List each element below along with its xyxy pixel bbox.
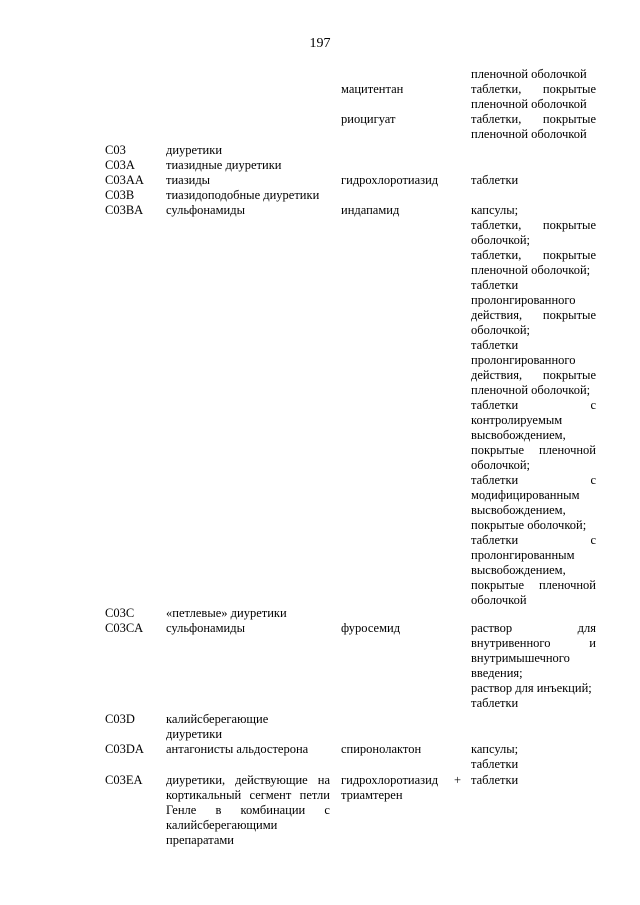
form-cell: таблетки [471,773,519,787]
atc-name: калийсберегающие [166,712,269,726]
form-cell: таблетки, покрытые [471,248,596,262]
form-cell: таблетки с [471,398,596,412]
form-cell: модифицированным [471,488,580,502]
form-cell: пленочной оболочкой [471,97,587,111]
form-cell: контролируемым [471,413,563,427]
drug-cell: триамтерен [341,788,403,802]
form-cell: оболочкой [471,593,527,607]
form-cell: пленочной оболочкой; [471,263,591,277]
form-cell: таблетки [471,696,519,710]
form-cell: таблетки, покрытые [471,218,596,232]
form-cell: пленочной оболочкой [471,67,587,81]
atc-code: C03C [105,606,135,620]
atc-code: C03AA [105,173,144,187]
form-cell: пленочной оболочкой [471,127,587,141]
atc-code: C03D [105,712,135,726]
form-cell: таблетки, покрытые [471,82,596,96]
atc-name: тиазидоподобные диуретики [166,188,320,202]
drug-cell: гидрохлоротиазид + [341,773,461,787]
atc-code: C03CA [105,621,144,635]
atc-name: сульфонамиды [166,203,245,217]
form-cell: пролонгированного [471,353,576,367]
drug-cell: фуросемид [341,621,401,635]
form-cell: покрытые оболочкой; [471,518,587,532]
drug-cell: спиронолактон [341,742,422,756]
atc-code: C03DA [105,742,144,756]
atc-name: антагонисты альдостерона [166,742,309,756]
atc-name: диуретики [166,143,223,157]
drug-cell: гидрохлоротиазид [341,173,439,187]
form-cell: внутривенного и [471,636,596,650]
form-cell: покрытые пленочной [471,443,596,457]
form-cell: высвобождением, [471,428,566,442]
page-number: 197 [309,36,331,51]
form-cell: действия, покрытые [471,308,596,322]
form-cell: капсулы; [471,203,519,217]
form-cell: раствор для [471,621,596,635]
form-cell: оболочкой; [471,458,530,472]
atc-name: диуретики, действующие на [166,773,330,787]
atc-name: Генле в комбинации с [166,803,330,817]
atc-name: препаратами [166,833,234,847]
atc-code: C03EA [105,773,143,787]
atc-code: C03BA [105,203,144,217]
form-cell: таблетки [471,338,519,352]
form-cell: таблетки [471,173,519,187]
form-cell: пленочной оболочкой; [471,383,591,397]
form-cell: высвобождением, [471,563,566,577]
form-cell: оболочкой; [471,233,530,247]
form-cell: таблетки с [471,533,596,547]
form-cell: таблетки [471,278,519,292]
form-cell: таблетки, покрытые [471,112,596,126]
atc-code: C03B [105,188,135,202]
form-cell: раствор для инъекций; [471,681,592,695]
form-cell: покрытые пленочной [471,578,596,592]
atc-name: калийсберегающими [166,818,278,832]
form-cell: пролонгированным [471,548,575,562]
atc-code: C03A [105,158,135,172]
atc-name: тиазиды [166,173,211,187]
atc-name: диуретики [166,727,223,741]
form-cell: таблетки [471,757,519,771]
drug-cell: риоцигуат [341,112,396,126]
drug-cell: мацитентан [341,82,404,96]
atc-name: «петлевые» диуретики [166,606,287,620]
form-cell: высвобождением, [471,503,566,517]
atc-code: C03 [105,143,126,157]
atc-name: кортикальный сегмент петли [166,788,330,802]
form-cell: внутримышечного [471,651,570,665]
form-cell: пролонгированного [471,293,576,307]
form-cell: таблетки с [471,473,596,487]
atc-name: сульфонамиды [166,621,245,635]
form-cell: действия, покрытые [471,368,596,382]
form-cell: оболочкой; [471,323,530,337]
form-cell: введения; [471,666,523,680]
atc-name: тиазидные диуретики [166,158,282,172]
form-cell: капсулы; [471,742,519,756]
drug-cell: индапамид [341,203,400,217]
